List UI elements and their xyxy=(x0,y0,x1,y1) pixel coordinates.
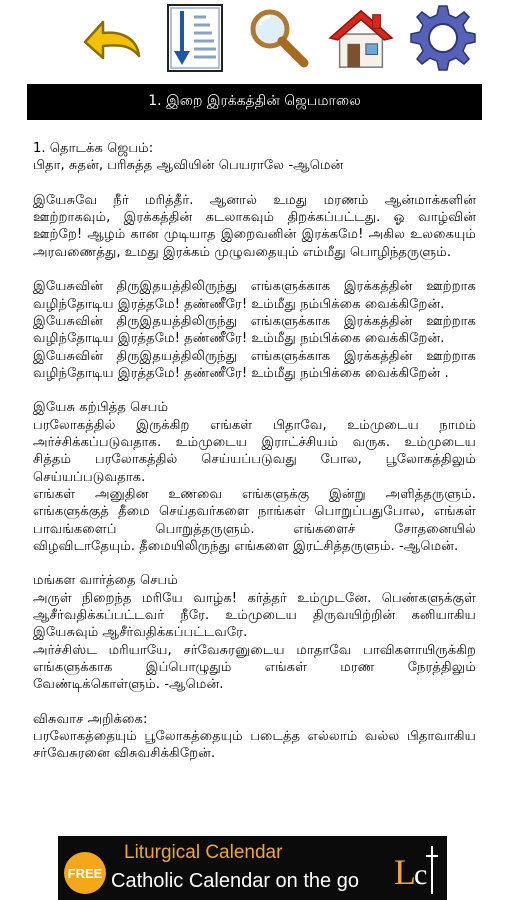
prayer-text-area[interactable] xyxy=(33,140,476,828)
section-heading: இயேசு கற்பித்த செபம் xyxy=(33,400,169,416)
undo-button[interactable] xyxy=(76,2,146,74)
paragraph: அர்ச்சிஸ்ட மரியாயே, சர்வேசுரனுடைய மாதாவே பாவிகளாயிருக்கிற எங்களுக்காக இப்பொழுதும் எங்கள் மரண நேரத்திலும் வேண்டிக்கொள்ளும். -ஆமென். xyxy=(33,642,476,693)
paragraph: பரலோகத்தில் இருக்கிற எங்கள் பிதாவே, உம்முடைய நாமம் அர்ச்சிக்கப்படுவதாக. உம்முடைய இராட்ச்சியம் வருக. உம்முடைய சித்தம் பரலோகத்தில் செய்யப்படுவது போல, பூலோகத்திலும் செய்யப்படுவதாக. xyxy=(33,417,476,485)
svg-text:L: L xyxy=(394,852,416,892)
chapter-title: 1. இறை இரக்கத்தின் ஜெபமாலை xyxy=(148,93,361,109)
scroll-list-button[interactable] xyxy=(160,2,230,74)
svg-text:c: c xyxy=(414,858,428,891)
ad-banner[interactable] xyxy=(58,836,447,900)
banner-title: Liturgical Calendar xyxy=(124,842,283,863)
home-button[interactable] xyxy=(326,2,396,74)
settings-button[interactable] xyxy=(408,2,478,74)
undo-arrow-icon xyxy=(77,8,145,68)
opening-heading: 1. தொடக்க ஜெபம்: xyxy=(33,141,154,156)
search-button[interactable] xyxy=(244,2,314,74)
liturgical-calendar-logo xyxy=(390,840,442,896)
paragraph: இயேசுவே நீர் மரித்தீர். ஆனால் உமது மரணம் ஆன்மாக்களின் ஊற்றாகவும், இரக்கத்தின் கடலாகவும் திறக்கப்பட்டது. ஓ வாழ்வின் ஊற்றே! ஆழம் கான முடியாத இறைவனின் இரக்கமே! அகில உலகையும் அரவணைத்து, உமது இரக்கம் முழுவதையும் எம்மீது பொழிந்தருளும். xyxy=(33,192,476,260)
free-badge: FREE xyxy=(64,852,106,894)
chapter-title-bar xyxy=(27,84,482,120)
gear-icon xyxy=(408,3,478,73)
opening-line: பிதா, சுதன், பரிசுத்த ஆவியின் பெயராலே -ஆமென் xyxy=(33,158,344,174)
paragraph: பரலோகத்தையும் பூலோகத்தையும் படைத்த எல்லாம் வல்ல பிதாவாகிய சர்வேசுரனை விசுவசிக்கிறேன். xyxy=(33,729,476,762)
paragraph: இயேசுவின் திருஇதயத்திலிருந்து எங்களுக்காக இரக்கத்தின் ஊற்றாக வழிந்தோடிய இரத்தமே! தண்ணீரே! உம்மீது நம்பிக்கை வைக்கிறேன் . xyxy=(33,348,476,381)
list-scroll-icon xyxy=(164,3,226,73)
section-heading: விசுவாச அறிக்கை: xyxy=(33,711,148,727)
home-icon xyxy=(326,4,396,72)
paragraph: அருள் நிறைந்த மரியே வாழ்க! கர்த்தர் உம்முடனே. பெண்களுக்குள் ஆசீர்வதிக்கப்பட்டவர் நீரே. உம்முடைய திருவயிற்றின் கனியாகிய இயேசுவும் ஆசீர்வதிக்கப்பட்டவரே. xyxy=(33,590,476,641)
banner-subtitle: Catholic Calendar on the go xyxy=(111,870,359,892)
paragraph: எங்கள் அனுதின உணவை எங்களுக்கு இன்று அளித்தருளும். எங்களுக்குத் தீமை செய்தவர்களை நாங்கள் பொறுப்பதுபோல, எங்கள் பாவங்களைப் பொறுத்தருளும். எங்களைச் சோதனையில் விழவிடாதேயும். தீமையிலிருந்து எங்களை இரட்சித்தருளும். -ஆமென். xyxy=(33,486,476,554)
magnifier-icon xyxy=(246,5,312,71)
section-heading: மங்கள வார்த்தை செபம் xyxy=(33,573,178,589)
paragraph: இயேசுவின் திருஇதயத்திலிருந்து எங்களுக்காக இரக்கத்தின் ஊற்றாக வழிந்தோடிய இரத்தமே! தண்ணீரே! உம்மீது நம்பிக்கை வைக்கிறேன். xyxy=(33,313,476,347)
paragraph: இயேசுவின் திருஇதயத்திலிருந்து எங்களுக்காக இரக்கத்தின் ஊற்றாக வழிந்தோடிய இரத்தமே! தண்ணீரே! உம்மீது நம்பிக்கை வைக்கிறேன். xyxy=(33,279,476,312)
toolbar xyxy=(0,0,507,78)
